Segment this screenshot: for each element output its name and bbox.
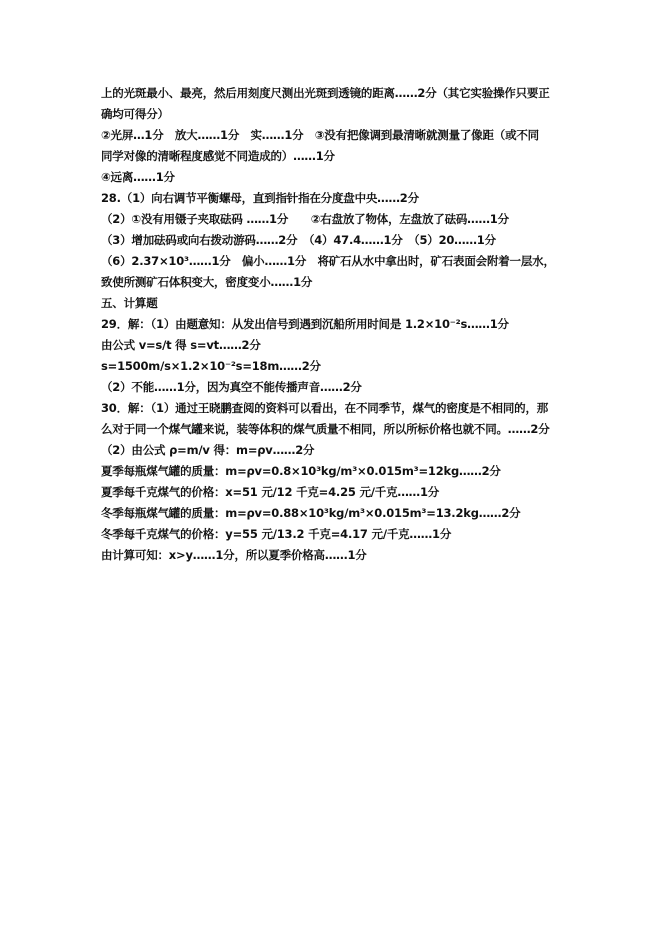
text-line-4: 同学对像的清晰程度感觉不同造成的）……1分 — [101, 149, 335, 163]
text-line-12: 29．解：（1）由题意知：从发出信号到遇到沉船所用时间是 1.2×10⁻²s……1分 — [101, 317, 509, 331]
text-line-14: s=1500m/s×1.2×10⁻²s=18m……2分 — [101, 359, 321, 373]
text-line-7: （2）①没有用镊子夹取砝码 ……1分 ②右盘放了物体，左盘放了砝码……1分 — [101, 212, 509, 226]
text-line-10: 致使所测矿石体积变大，密度变小……1分 — [101, 275, 313, 289]
text-line-21: 冬季每瓶煤气罐的质量：m=ρv=0.88×10³kg/m³×0.015m³=13.2kg……2分 — [101, 506, 521, 520]
text-line-1: 上的光斑最小、最亮，然后用刻度尺测出光斑到透镜的距离……2分（其它实验操作只要正 — [101, 86, 550, 100]
text-line-13: 由公式 v=s/t 得 s=vt……2分 — [101, 338, 261, 352]
text-line-6: 28.（1）向右调节平衡螺母，直到指针指在分度盘中央……2分 — [101, 191, 419, 205]
text-line-15: （2）不能……1分，因为真空不能传播声音……2分 — [101, 380, 362, 394]
text-line-16: 30．解：（1）通过王晓鹏查阅的资料可以看出，在不同季节，煤气的密度是不相同的，那 — [101, 401, 549, 415]
text-line-17: 么对于同一个煤气罐来说，装等体积的煤气质量不相同，所以所标价格也就不同。……2分 — [101, 422, 550, 436]
text-line-19: 夏季每瓶煤气罐的质量：m=ρv=0.8×10³kg/m³×0.015m³=12kg……2分 — [101, 464, 501, 478]
text-line-8: （3）增加砝码或向右拨动游码……2分 （4）47.4……1分 （5）20……1分 — [101, 233, 496, 247]
section-heading: 五、计算题 — [101, 296, 158, 310]
text-line-23: 由计算可知：x>y……1分，所以夏季价格高……1分 — [101, 548, 367, 562]
text-line-9: （6）2.37×10³……1分 偏小……1分 将矿石从水中拿出时，矿石表面会附着一层水， — [101, 254, 555, 268]
text-line-20: 夏季每千克煤气的价格：x=51 元/12 千克=4.25 元/千克……1分 — [101, 485, 440, 499]
text-line-5: ④远离……1分 — [101, 170, 175, 184]
text-line-18: （2）由公式 ρ=m/v 得：m=ρv……2分 — [101, 443, 315, 457]
text-line-22: 冬季每千克煤气的价格：y=55 元/13.2 千克=4.17 元/千克……1分 — [101, 527, 452, 541]
text-line-2: 确均可得分） — [101, 107, 169, 121]
text-line-3: ②光屏…1分 放大……1分 实……1分 ③没有把像调到最清晰就测量了像距（或不同 — [101, 128, 539, 142]
